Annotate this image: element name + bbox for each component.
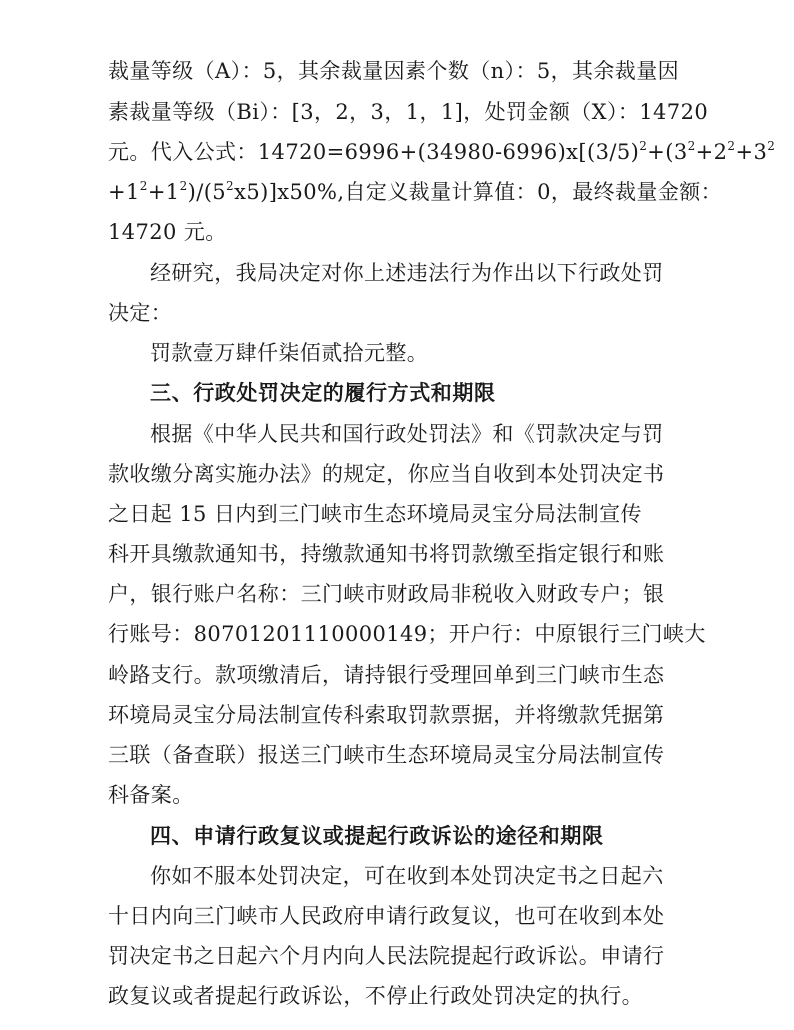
body-text-line: 科开具缴款通知书，持缴款通知书将罚款缴至指定银行和账 bbox=[108, 542, 665, 566]
formula-exponent: 2 bbox=[687, 139, 696, 153]
formula-text: +2 bbox=[695, 140, 728, 164]
body-text-line: 罚决定书之日起六个月内向人民法院提起行政诉讼。申请行 bbox=[108, 944, 665, 968]
body-text-line: 之日起 15 日内到三门峡市生态环境局灵宝分局法制宣传 bbox=[108, 502, 642, 526]
formula-line bbox=[108, 173, 722, 211]
formula-text: +3 bbox=[735, 140, 768, 164]
body-text-line: 三联（备查联）报送三门峡市生态环境局灵宝分局法制宣传 bbox=[108, 743, 665, 767]
body-text-line: 科备案。 bbox=[108, 783, 194, 807]
section-heading: 三、行政处罚决定的履行方式和期限 bbox=[150, 381, 496, 405]
paragraph-first-line: 经研究，我局决定对你上述违法行为作出以下行政处罚 bbox=[150, 261, 664, 285]
body-text-line: 户，银行账户名称：三门峡市财政局非税收入财政专户；银 bbox=[108, 582, 665, 606]
body-text-line: 14720 元。 bbox=[108, 220, 227, 244]
formula-exponent: 2 bbox=[727, 139, 736, 153]
body-text-line: 裁量等级（A）：5，其余裁量因素个数（n）：5，其余裁量因 bbox=[108, 59, 680, 83]
body-text-line: 决定： bbox=[108, 301, 173, 325]
formula-exponent: 2 bbox=[767, 139, 776, 153]
body-text-line: 素裁量等级（Bi）：[3，2，3，1，1]，处罚金额（X）：14720 bbox=[108, 100, 709, 124]
penalty-amount: 罚款壹万肆仟柒佰贰拾元整。 bbox=[150, 341, 429, 365]
body-text-line: 环境局灵宝分局法制宣传科索取罚款票据，并将缴款凭据第 bbox=[108, 703, 665, 727]
body-text-line: 岭路支行。款项缴清后，请持银行受理回单到三门峡市生态 bbox=[108, 663, 665, 687]
formula-exponent: 2 bbox=[139, 179, 148, 193]
formula-text: +(3 bbox=[647, 140, 688, 164]
formula-exponent: 2 bbox=[179, 179, 188, 193]
body-text-line: 行账号：80701201110000149；开户行：中原银行三门峡大 bbox=[108, 622, 706, 646]
formula-text: 元。代入公式：14720=6996+(34980-6996)x[(3/5) bbox=[108, 140, 640, 164]
formula-exponent: 2 bbox=[226, 179, 235, 193]
paragraph-first-line: 你如不服本处罚决定，可在收到本处罚决定书之日起六 bbox=[150, 864, 664, 888]
body-text-line: 款收缴分离实施办法》的规定，你应当自收到本处罚决定书 bbox=[108, 462, 665, 486]
formula-text: )/(5 bbox=[187, 180, 227, 204]
formula-text: +1 bbox=[147, 180, 180, 204]
section-heading: 四、申请行政复议或提起行政诉讼的途径和期限 bbox=[150, 824, 604, 848]
formula-text: x5)]x50%,自定义裁量计算值：0，最终裁量金额： bbox=[234, 180, 723, 204]
body-text-line: 政复议或者提起行政诉讼，不停止行政处罚决定的执行。 bbox=[108, 984, 643, 1008]
formula-exponent: 2 bbox=[639, 139, 648, 153]
formula-line bbox=[108, 133, 775, 171]
paragraph-first-line: 根据《中华人民共和国行政处罚法》和《罚款决定与罚 bbox=[150, 422, 664, 446]
body-text-line: 十日内向三门峡市人民政府申请行政复议，也可在收到本处 bbox=[108, 904, 665, 928]
formula-text: +1 bbox=[108, 180, 140, 204]
